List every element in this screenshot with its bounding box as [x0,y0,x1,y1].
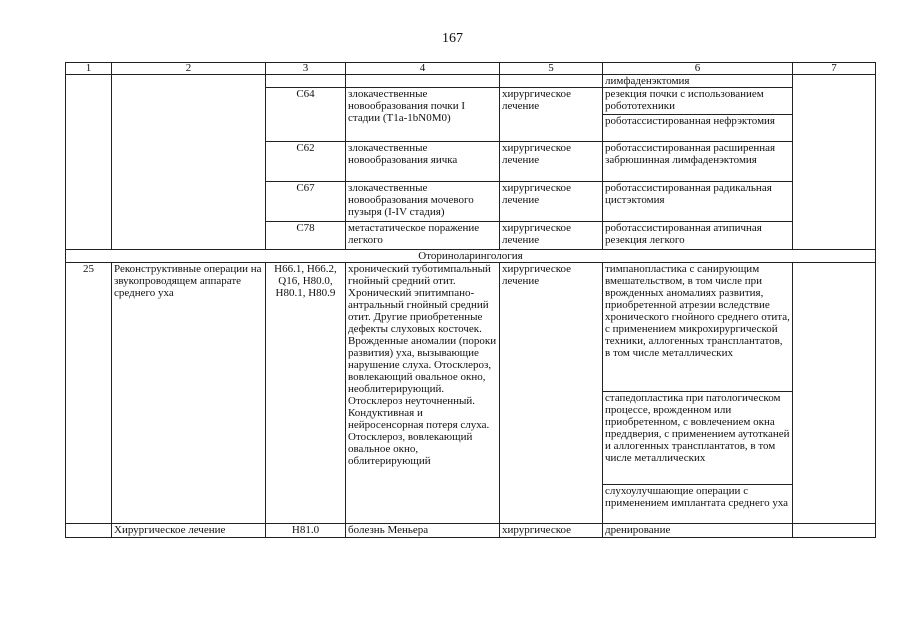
cell-treatment [500,75,603,88]
cell-method: резекция почки с использованием робототехники [603,88,793,115]
cell-treatment: хирургическое [500,524,603,538]
table-row [66,75,876,88]
cell-diagnosis [346,75,500,88]
cell-number [66,524,112,538]
cell-treatment: хирургическое лечение [500,182,603,222]
cell-diagnosis: злокачественные новообразования яичка [346,142,500,182]
cell-name: Хирургическое лечение [112,524,266,538]
cell-method: тимпанопластика с санирующим вмешательством, в том числе при врожденных аномалиях развития, приобретенной атрезии вследствие хронического гнойного среднего отита, с применением микрохирургической техники, аллогенных трансплантатов, в том числе металлических [603,263,793,392]
cell-number: 25 [66,263,112,524]
cell-method: стапедопластика при патологическом процессе, врожденном или приобретенном, с вовлечением окна преддверия, с применением аутотканей и аллогенных трансплантатов, в том числе металлических [603,392,793,485]
cell-code: H81.0 [266,524,346,538]
cell-name: Реконструктивные операции на звукопроводящем аппарате среднего уха [112,263,266,524]
col-header-2: 2 [112,63,266,75]
cell-name [112,75,266,250]
cell-treatment: хирургическое лечение [500,222,603,250]
table-row [66,263,876,392]
cell-note [793,524,876,538]
cell-treatment: хирургическое лечение [500,142,603,182]
col-header-3: 3 [266,63,346,75]
col-header-6: 6 [603,63,793,75]
cell-code: C64 [266,88,346,142]
page-number: 167 [442,31,463,46]
cell-code: C62 [266,142,346,182]
cell-number [66,75,112,250]
cell-method: роботассистированная радикальная цистэктомия [603,182,793,222]
cell-diagnosis: злокачественные новообразования мочевого пузыря (I-IV стадия) [346,182,500,222]
cell-diagnosis: болезнь Меньера [346,524,500,538]
section-heading-row [66,250,876,263]
cell-method: роботассистированная расширенная забрюшинная лимфаденэктомия [603,142,793,182]
col-header-5: 5 [500,63,603,75]
cell-method: лимфаденэктомия [603,75,793,88]
col-header-7: 7 [793,63,876,75]
section-title: Оториноларингология [66,250,876,263]
column-number-row [66,63,876,75]
cell-code [266,75,346,88]
table-row [66,524,876,538]
medical-care-table [65,62,876,538]
cell-diagnosis: хронический туботимпальный гнойный средний отит. Хронический эпитимпано-антральный гнойный средний отит. Другие приобретенные дефекты слуховых косточек. Врожденные аномалии (пороки развития) уха, вызывающие нарушение слуха. Отосклероз, вовлекающий овальное окно, необлитерирующий. Отосклероз неуточненный. Кондуктивная и нейросенсорная потеря слуха. Отосклероз, вовлекающий овальное окно, облитерирующий [346,263,500,524]
cell-method: слухоулучшающие операции с применением имплантата среднего уха [603,485,793,524]
cell-method: роботассистированная атипичная резекция легкого [603,222,793,250]
cell-diagnosis: метастатическое поражение легкого [346,222,500,250]
cell-treatment: хирургическое лечение [500,263,603,524]
cell-diagnosis: злокачественные новообразования почки I стадии (T1a-1bN0M0) [346,88,500,142]
cell-code: C67 [266,182,346,222]
col-header-1: 1 [66,63,112,75]
cell-method: дренирование [603,524,793,538]
cell-note [793,75,876,250]
cell-method: роботассистированная нефрэктомия [603,115,793,142]
cell-note [793,263,876,524]
col-header-4: 4 [346,63,500,75]
cell-code: C78 [266,222,346,250]
cell-treatment: хирургическое лечение [500,88,603,142]
cell-code: H66.1, H66.2, Q16, H80.0, H80.1, H80.9 [266,263,346,524]
